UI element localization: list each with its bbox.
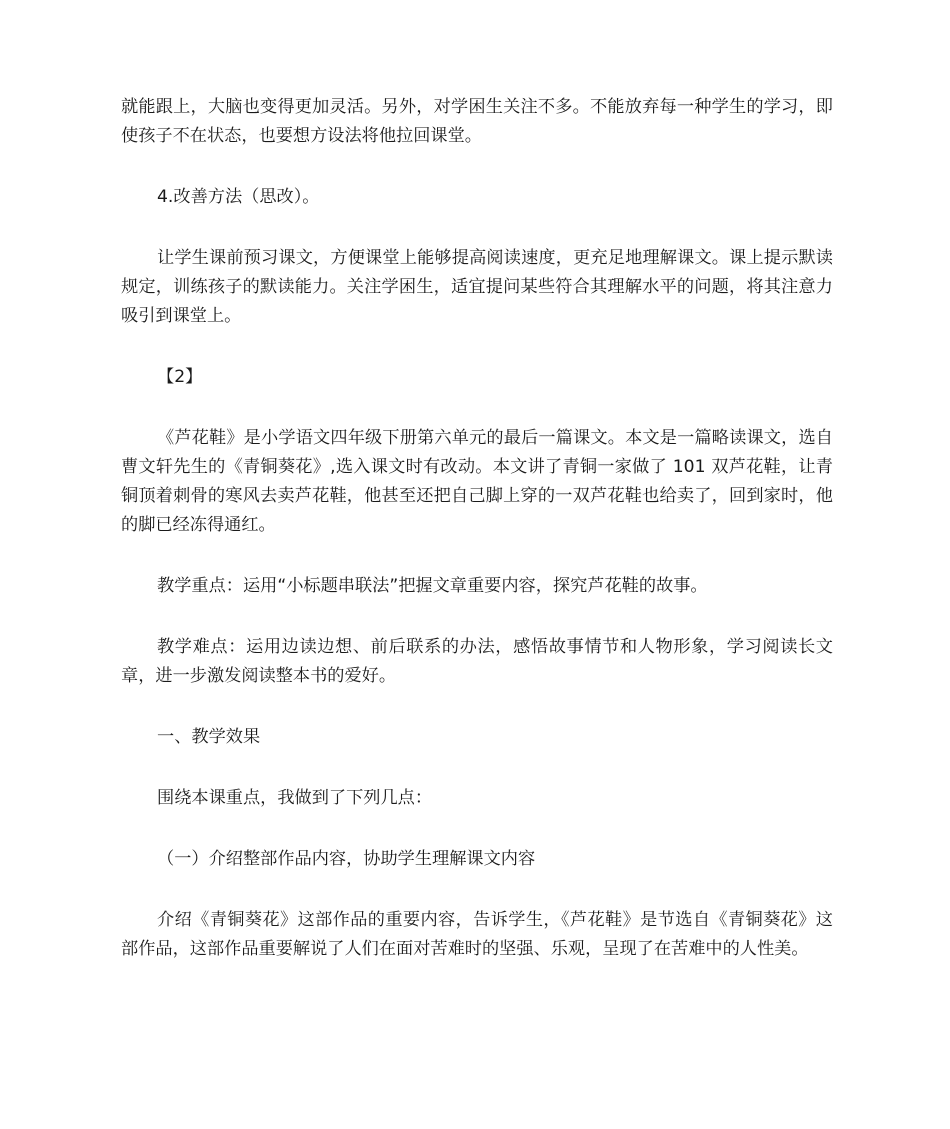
paragraph-lesson-intro: 《芦花鞋》是小学语文四年级下册第六单元的最后一篇课文。本文是一篇略读课文，选自曹文轩先生的《青铜葵花》,选入课文时有改动。本文讲了青铜一家做了 101 双芦花鞋，让青铜顶着刺骨的寒风去卖芦花鞋，他甚至还把自己脚上穿的一双芦花鞋也给卖了，回到家时，他的脚已经冻得通红。 <box>121 428 833 535</box>
section-heading-teaching-effect: 一、教学效果 <box>157 727 261 747</box>
paragraph-focus-points-intro: 围绕本课重点，我做到了下列几点： <box>157 788 433 808</box>
paragraph-continuation: 就能跟上，大脑也变得更加灵活。另外，对学困生关注不多。不能放弃每一种学生的学习，即使孩子不在状态，也要想方设法将他拉回课堂。 <box>121 97 833 146</box>
paragraph-improvement-detail: 让学生课前预习课文，方便课堂上能够提高阅读速度，更充足地理解课文。课上提示默读规定，训练孩子的默读能力。关注学困生，适宜提问某些符合其理解水平的问题，将其注意力吸引到课堂上。 <box>121 248 833 326</box>
paragraph-teaching-focus: 教学重点：运用“小标题串联法”把握文章重要内容，探究芦花鞋的故事。 <box>157 576 708 596</box>
section-heading-improvement-method: 4.改善方法（思改）。 <box>157 187 320 207</box>
subsection-heading-one: （一）介绍整部作品内容，协助学生理解课文内容 <box>157 849 536 869</box>
section-marker: 【2】 <box>157 367 203 387</box>
document-body <box>121 93 833 964</box>
paragraph-work-introduction: 介绍《青铜葵花》这部作品的重要内容，告诉学生，《芦花鞋》是节选自《青铜葵花》这部作品，这部作品重要解说了人们在面对苦难时的坚强、乐观，呈现了在苦难中的人性美。 <box>121 910 833 959</box>
paragraph-teaching-difficulty: 教学难点：运用边读边想、前后联系的办法，感悟故事情节和人物形象，学习阅读长文章，进一步激发阅读整本书的爱好。 <box>121 637 833 686</box>
